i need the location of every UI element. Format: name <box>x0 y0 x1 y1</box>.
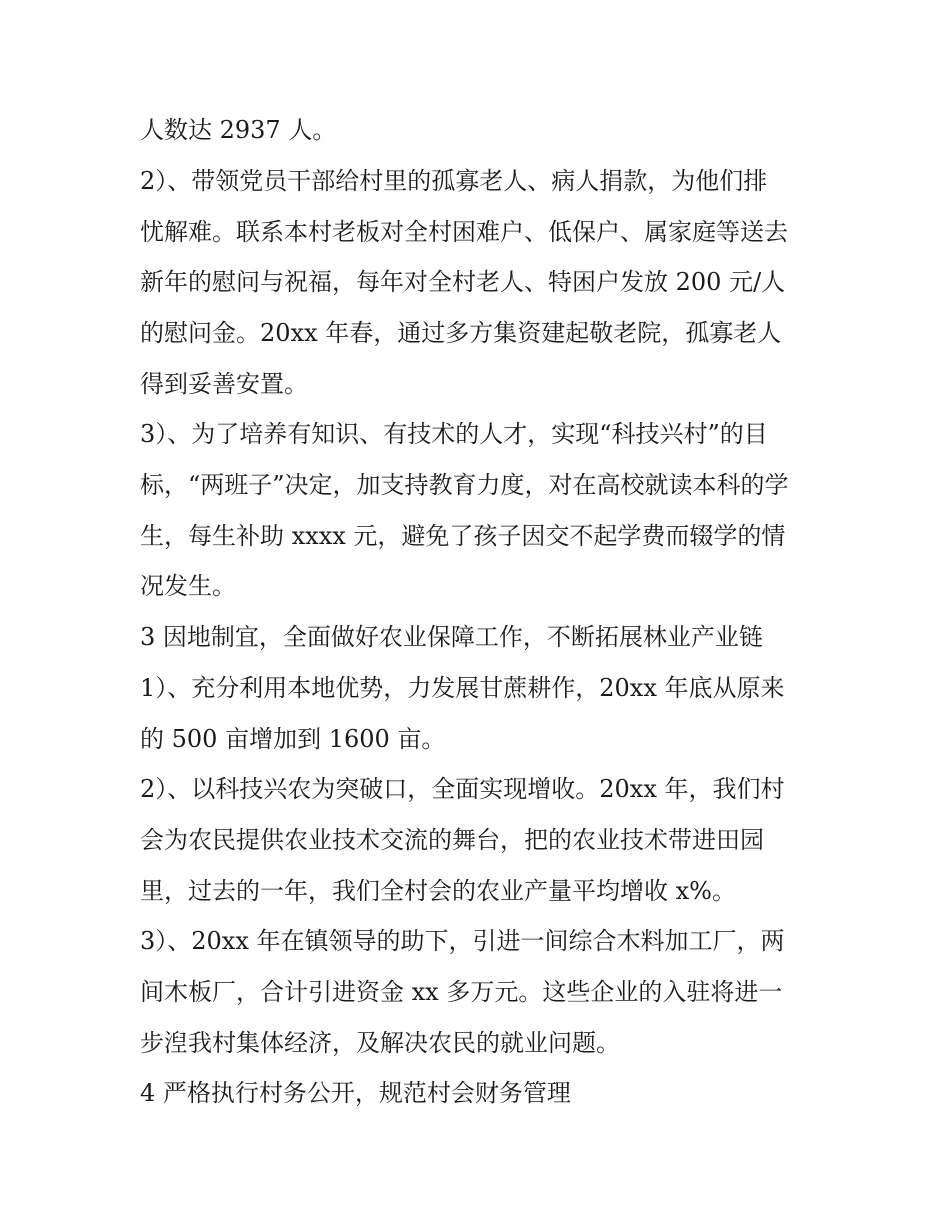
text-line: 得到妥善安置。 <box>140 370 308 398</box>
text-line: 新年的慰问与祝福，每年对全村老人、特困户发放 200 元/人 <box>140 268 786 296</box>
text-line: 3）、20xx 年在镇领导的助下，引进一间综合木料加工厂，两 <box>140 927 785 955</box>
text-line: 2）、带领党员干部给村里的孤寡老人、病人捐款，为他们排 <box>140 167 768 195</box>
text-line: 会为农民提供农业技术交流的舞台，把的农业技术带进田园 <box>140 826 764 854</box>
text-line: 里，过去的一年，我们全村会的农业产量平均增收 x%。 <box>140 877 736 905</box>
text-line: 标，“两班子”决定，加支持教育力度，对在高校就读本科的学 <box>140 471 789 499</box>
text-line: 1）、充分利用本地优势，力发展甘蔗耕作，20xx 年底从原来 <box>140 674 785 702</box>
text-line: 人数达 2937 人。 <box>140 116 337 144</box>
text-line: 况发生。 <box>140 572 236 600</box>
section-heading: 4 严格执行村务公开，规范村会财务管理 <box>140 1079 571 1107</box>
section-heading: 3 因地制宜，全面做好农业保障工作，不断拓展林业产业链 <box>140 623 763 651</box>
text-line: 2）、以科技兴农为突破口，全面实现增收。20xx 年，我们村 <box>140 775 785 803</box>
text-line: 的慰问金。20xx 年春，通过多方集资建起敬老院，孤寡老人 <box>140 319 782 347</box>
text-line: 的 500 亩增加到 1600 亩。 <box>140 725 446 753</box>
text-line: 步湼我村集体经济，及解决农民的就业问题。 <box>140 1029 620 1057</box>
text-line: 间木板厂，合计引进资金 xx 多万元。这些企业的入驻将进一 <box>140 978 783 1006</box>
text-line: 3）、为了培养有知识、有技术的人才，实现“科技兴村”的目 <box>140 420 768 448</box>
text-line: 忧解难。联系本村老板对全村困难户、低保户、属家庭等送去 <box>140 218 788 246</box>
text-line: 生，每生补助 xxxx 元，避免了孩子因交不起学费而辍学的情 <box>140 522 786 550</box>
